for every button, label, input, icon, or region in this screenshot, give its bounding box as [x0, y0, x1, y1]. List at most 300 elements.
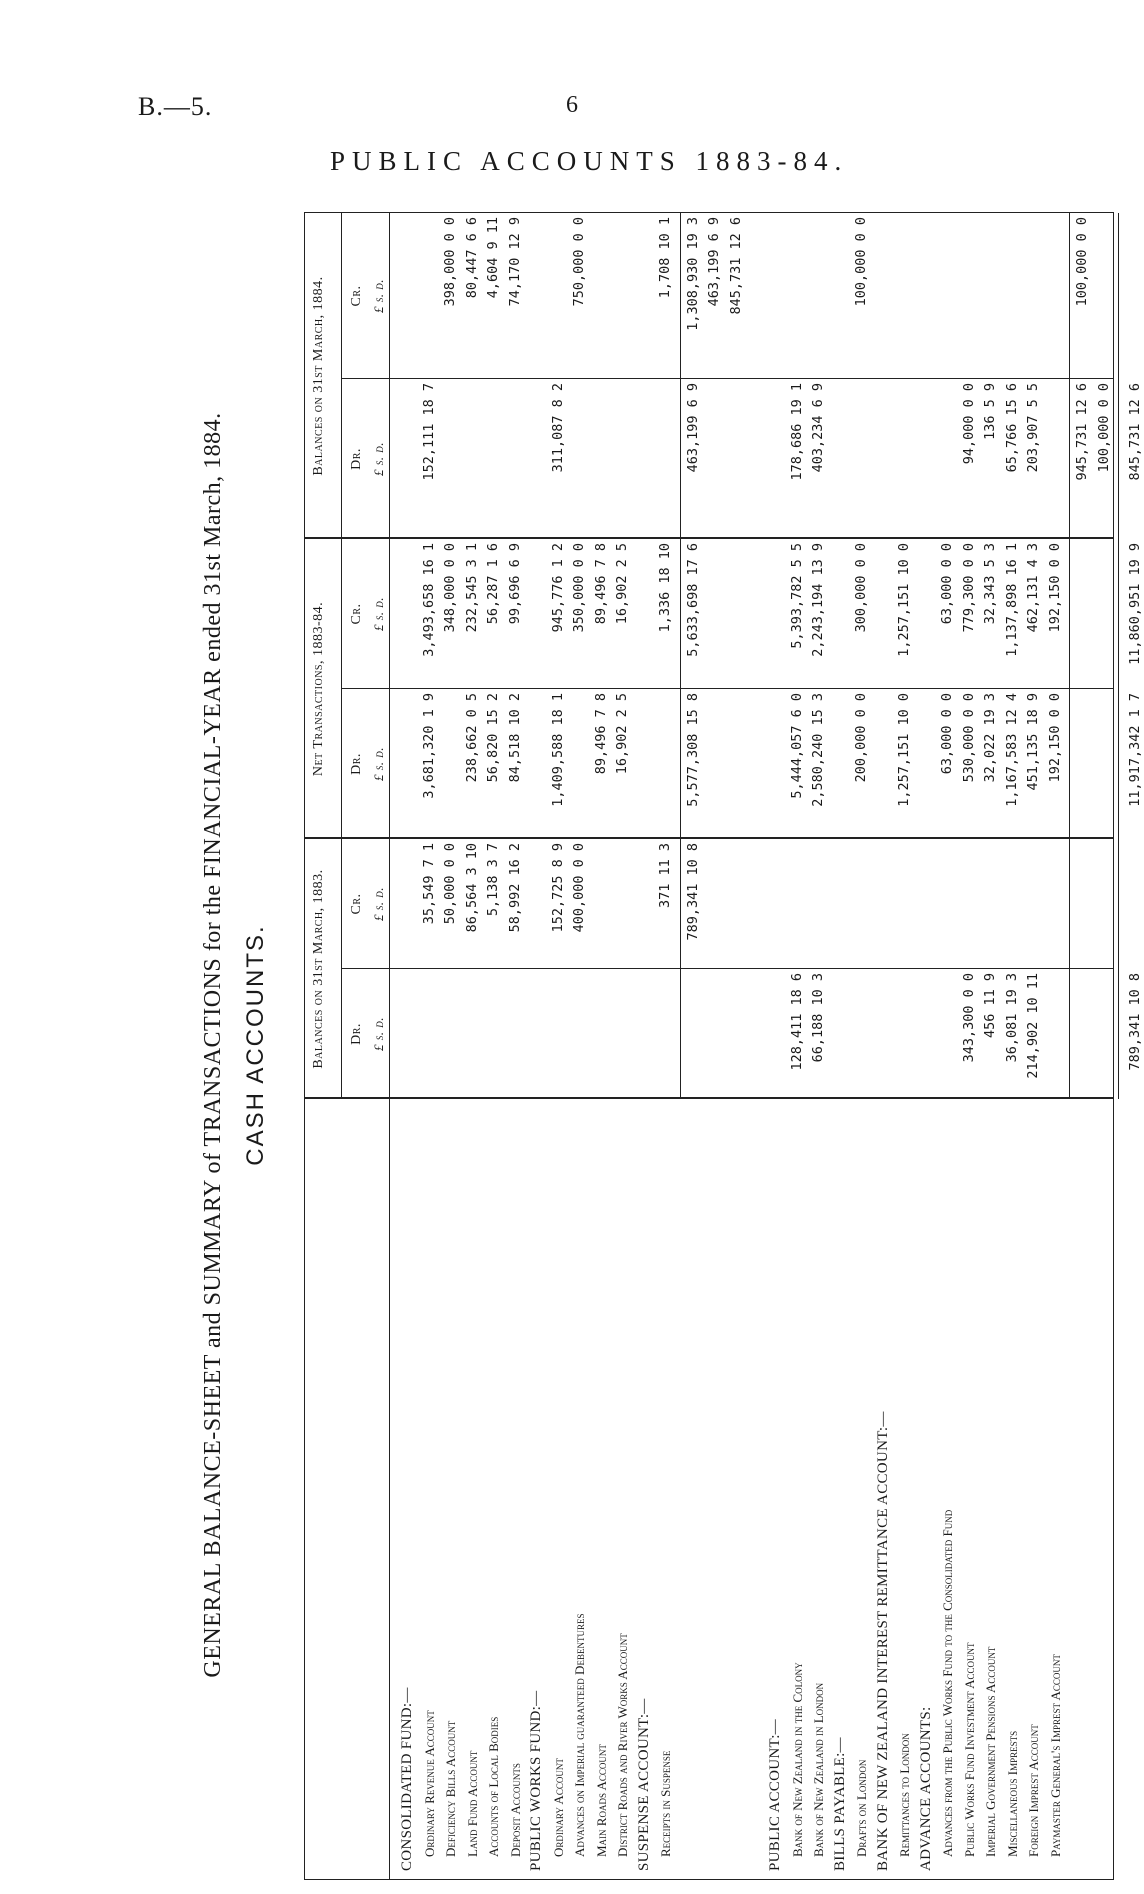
amount-cell — [657, 973, 674, 1097]
amount-cell: 65,766 15 6 — [1003, 383, 1020, 473]
row-value-cell — [918, 843, 935, 967]
amount-cell — [961, 843, 978, 967]
amount-cell — [1096, 217, 1113, 377]
account-label — [1096, 1103, 1113, 1871]
row-label-cell — [614, 1103, 631, 1871]
amount-cell: 348,000 0 0 — [442, 543, 458, 633]
amount-cell — [399, 217, 416, 377]
row-label-cell — [810, 1103, 827, 1871]
row-value-cell — [685, 543, 702, 687]
row-value-cell — [1096, 543, 1113, 687]
row-value-cell — [464, 973, 481, 1097]
amount-cell: 5,633,698 17 6 — [684, 543, 701, 657]
amount-cell — [896, 217, 913, 377]
amount-cell — [636, 693, 653, 837]
amount-cell — [853, 383, 870, 537]
amount-cell — [767, 693, 784, 837]
amount-cell — [614, 973, 631, 1097]
row-value-cell — [571, 543, 588, 687]
amount-cell: 238,662 0 5 — [463, 693, 480, 783]
amount-cell — [636, 973, 653, 1097]
amount-cell: 66,188 10 3 — [810, 973, 826, 1063]
amount-cell: 11,860,951 19 9 — [1127, 543, 1143, 665]
account-label: Miscellaneous Imprests — [1004, 1730, 1020, 1857]
row-value-cell — [810, 543, 827, 687]
amount-cell — [485, 973, 502, 1097]
amount-cell: 463,199 6 9 — [684, 383, 701, 473]
row-value-cell — [593, 973, 610, 1097]
amount-cell: 232,545 3 1 — [463, 543, 480, 633]
total-rule — [1069, 213, 1070, 1099]
account-label: Ordinary Account — [550, 1758, 566, 1857]
amount-cell: 152,111 18 7 — [420, 383, 437, 481]
amount-cell: 5,577,308 15 8 — [684, 693, 701, 807]
amount-cell — [1004, 843, 1021, 967]
amount-cell — [939, 843, 956, 967]
row-label-cell — [485, 1103, 502, 1871]
row-value-cell — [1074, 973, 1091, 1097]
account-label: Deposit Accounts — [507, 1763, 523, 1857]
account-label: Bank of New Zealand in London — [811, 1682, 826, 1857]
row-value-cell — [1047, 843, 1064, 967]
row-value-cell — [1025, 383, 1042, 537]
row-value-cell — [982, 383, 999, 537]
amount-cell: 3,493,658 16 1 — [420, 543, 437, 657]
row-value-cell — [614, 843, 631, 967]
row-label-cell — [399, 1103, 416, 1871]
row-value-cell — [485, 693, 502, 837]
account-label: Drafts on London — [854, 1759, 869, 1857]
amount-cell: 94,000 0 0 — [960, 383, 977, 465]
amount-cell — [1025, 843, 1042, 967]
row-value-cell — [614, 973, 631, 1097]
row-value-cell — [939, 973, 956, 1097]
row-label-cell — [593, 1103, 610, 1871]
amount-cell — [918, 693, 935, 837]
account-label — [728, 1103, 745, 1871]
row-label-cell — [728, 1103, 745, 1871]
amount-cell — [528, 693, 545, 837]
amount-cell: 400,000 0 0 — [571, 843, 587, 933]
amount-cell — [875, 693, 892, 837]
amount-cell — [507, 383, 524, 537]
row-value-cell — [1074, 543, 1091, 687]
amount-cell: 86,564 3 10 — [463, 843, 480, 933]
amount-cell: 63,000 0 0 — [939, 543, 955, 625]
amount-cell — [1096, 973, 1113, 1097]
amount-cell — [550, 973, 567, 1097]
row-value-cell — [982, 973, 999, 1097]
amount-cell: 56,287 1 6 — [485, 543, 501, 625]
row-value-cell — [1074, 217, 1091, 377]
account-label: District Roads and River Works Account — [615, 1633, 630, 1857]
row-value-cell — [961, 543, 978, 687]
row-label-cell — [685, 1103, 702, 1871]
amount-cell — [918, 843, 935, 967]
amount-cell — [728, 383, 745, 537]
amount-cell — [832, 383, 849, 537]
row-value-cell — [939, 217, 956, 377]
section-heading: ADVANCE ACCOUNTS: — [917, 1706, 934, 1871]
row-value-cell — [571, 693, 588, 837]
amount-cell: 89,496 7 8 — [592, 693, 609, 775]
amount-cell — [399, 543, 416, 687]
row-value-cell — [593, 383, 610, 537]
row-value-cell — [896, 693, 913, 837]
row-value-cell — [614, 693, 631, 837]
amount-cell: 16,902 2 5 — [614, 693, 630, 775]
row-value-cell — [789, 973, 806, 1097]
amount-cell — [767, 383, 784, 537]
amount-cell: 36,081 19 3 — [1003, 973, 1020, 1063]
row-value-cell — [657, 693, 674, 837]
amount-cell — [1074, 543, 1091, 687]
row-value-cell — [657, 383, 674, 537]
row-label-cell — [853, 1103, 870, 1871]
amount-cell — [636, 543, 653, 687]
amount-cell — [939, 383, 956, 537]
amount-cell: 214,902 10 11 — [1025, 973, 1041, 1079]
row-value-cell — [1127, 217, 1144, 377]
row-value-cell — [614, 383, 631, 537]
row-label-cell — [1074, 1103, 1091, 1871]
row-value-cell — [939, 693, 956, 837]
row-value-cell — [593, 217, 610, 377]
row-value-cell — [875, 693, 892, 837]
row-value-cell — [875, 973, 892, 1097]
row-label-cell — [875, 1103, 892, 1871]
row-value-cell — [1025, 543, 1042, 687]
row-value-cell — [789, 217, 806, 377]
units-84-dr: £ s. d. — [371, 442, 386, 476]
row-value-cell — [636, 843, 653, 967]
amount-cell: 136 5 9 — [982, 383, 998, 440]
amount-cell — [464, 973, 481, 1097]
amount-cell — [614, 383, 631, 537]
row-value-cell — [767, 843, 784, 967]
row-value-cell — [767, 973, 784, 1097]
units-83-dr: £ s. d. — [371, 1017, 386, 1051]
amount-cell — [875, 543, 892, 687]
amount-cell: 5,138 3 7 — [485, 843, 501, 917]
amount-cell — [706, 383, 723, 537]
row-value-cell — [1025, 843, 1042, 967]
row-value-cell — [875, 543, 892, 687]
row-label-cell — [789, 1103, 806, 1871]
amount-cell: 5,444,057 6 0 — [788, 693, 805, 799]
amount-cell — [657, 693, 674, 837]
amount-cell: 3,681,320 1 9 — [420, 693, 437, 799]
row-value-cell — [1004, 217, 1021, 377]
row-value-cell — [832, 843, 849, 967]
row-value-cell — [464, 543, 481, 687]
row-value-cell — [614, 543, 631, 687]
amount-cell: 100,000 0 0 — [1074, 217, 1090, 307]
amount-cell — [875, 217, 892, 377]
amount-cell: 462,131 4 3 — [1025, 543, 1041, 633]
row-label-cell — [464, 1103, 481, 1871]
amount-cell: 456 11 9 — [982, 973, 998, 1039]
row-label-cell — [1047, 1103, 1064, 1871]
row-value-cell — [810, 973, 827, 1097]
amount-cell — [571, 383, 588, 537]
row-value-cell — [832, 543, 849, 687]
amount-cell: 300,000 0 0 — [853, 543, 869, 633]
row-label-cell — [571, 1103, 588, 1871]
amount-cell — [399, 973, 416, 1097]
row-value-cell — [485, 383, 502, 537]
group-header-1883: Balances on 31st March, 1883. — [311, 869, 326, 1069]
row-value-cell — [685, 383, 702, 537]
row-value-cell — [1004, 843, 1021, 967]
row-value-cell — [982, 217, 999, 377]
row-value-cell — [399, 383, 416, 537]
row-value-cell — [706, 543, 723, 687]
row-value-cell — [528, 543, 545, 687]
row-value-cell — [728, 693, 745, 837]
row-value-cell — [1004, 383, 1021, 537]
row-label-cell — [1096, 1103, 1113, 1871]
amount-cell: 1,137,898 16 1 — [1003, 543, 1020, 657]
account-label: Receipts in Suspense — [658, 1750, 673, 1857]
row-label-cell — [982, 1103, 999, 1871]
amount-cell — [706, 973, 723, 1097]
row-value-cell — [1047, 693, 1064, 837]
amount-cell: 100,000 0 0 — [853, 217, 869, 307]
amount-cell — [810, 843, 827, 967]
amount-cell: 845,731 12 6 — [1127, 383, 1143, 481]
row-value-cell — [767, 217, 784, 377]
amount-cell — [767, 217, 784, 377]
amount-cell — [789, 217, 806, 377]
amount-cell: 89,496 7 8 — [592, 543, 609, 625]
amount-cell: 178,686 19 1 — [788, 383, 805, 481]
row-value-cell — [507, 843, 524, 967]
row-value-cell — [853, 217, 870, 377]
amount-cell: 1,257,151 10 0 — [896, 543, 912, 657]
row-value-cell — [1096, 843, 1113, 967]
row-value-cell — [485, 973, 502, 1097]
row-value-cell — [1047, 217, 1064, 377]
amount-cell — [442, 973, 459, 1097]
amount-cell — [528, 973, 545, 1097]
section-heading: BANK OF NEW ZEALAND INTEREST REMITTANCE ACCOUNT:— — [874, 1411, 891, 1871]
row-value-cell — [1096, 693, 1113, 837]
amount-cell — [1047, 973, 1064, 1097]
amount-cell: 750,000 0 0 — [571, 217, 587, 307]
amount-cell — [918, 973, 935, 1097]
row-value-cell — [1004, 693, 1021, 837]
amount-cell: 945,731 12 6 — [1074, 383, 1090, 481]
amount-cell — [1127, 843, 1144, 967]
row-label-cell — [939, 1103, 956, 1871]
amount-cell — [832, 217, 849, 377]
account-label — [685, 1103, 702, 1871]
row-value-cell — [875, 383, 892, 537]
amount-cell — [421, 217, 438, 377]
row-value-cell — [939, 843, 956, 967]
amount-cell — [728, 543, 745, 687]
row-value-cell — [1127, 543, 1144, 687]
amount-cell: 350,000 0 0 — [571, 543, 587, 633]
amount-cell — [614, 217, 631, 377]
amount-cell — [1074, 843, 1091, 967]
page-number: 6 — [566, 92, 578, 118]
amount-cell — [1096, 843, 1113, 967]
amount-cell — [706, 543, 723, 687]
row-label-cell — [550, 1103, 567, 1871]
account-label: Ordinary Revenue Account — [421, 1710, 437, 1857]
amount-cell: 32,022 19 3 — [982, 693, 998, 783]
amount-cell: 371 11 3 — [657, 843, 673, 909]
amount-cell — [982, 843, 999, 967]
row-value-cell — [421, 973, 438, 1097]
row-value-cell — [706, 217, 723, 377]
amount-cell: 80,447 6 6 — [463, 217, 480, 299]
section-heading: PUBLIC ACCOUNT:— — [767, 1719, 783, 1871]
row-value-cell — [853, 383, 870, 537]
row-value-cell — [767, 543, 784, 687]
document-subtitle: CASH ACCOUNTS. — [242, 924, 269, 1166]
row-value-cell — [571, 383, 588, 537]
row-value-cell — [685, 693, 702, 837]
amount-cell — [853, 973, 870, 1097]
amount-cell — [528, 543, 545, 687]
column-rule — [341, 688, 1113, 689]
account-label: Advances from the Public Works Fund to the Consolidated Fund — [940, 1509, 955, 1857]
row-label-cell — [421, 1103, 438, 1871]
account-label: Imperial Government Pensions Account — [983, 1646, 998, 1857]
amount-cell: 32,343 5 3 — [982, 543, 998, 625]
col-head-nt-dr: Dr. — [349, 753, 364, 775]
amount-cell: 128,411 18 6 — [788, 973, 805, 1071]
row-value-cell — [485, 217, 502, 377]
row-value-cell — [636, 543, 653, 687]
row-value-cell — [399, 973, 416, 1097]
account-label — [1127, 1103, 1144, 1871]
cash-accounts-table — [304, 212, 1143, 1880]
row-value-cell — [421, 383, 438, 537]
account-label: Foreign Imprest Account — [1026, 1724, 1041, 1857]
document-title: GENERAL BALANCE-SHEET and SUMMARY of TRANSACTIONS for the FINANCIAL-YEAR ended 31st March, 1884. — [200, 412, 226, 1678]
row-value-cell — [832, 217, 849, 377]
amount-cell: 192,150 0 0 — [1046, 693, 1063, 783]
column-rule — [305, 838, 1113, 840]
units-84-cr: £ s. d. — [371, 279, 386, 313]
row-value-cell — [399, 843, 416, 967]
account-label: Paymaster General's Imprest Account — [1047, 1654, 1063, 1857]
row-value-cell — [528, 973, 545, 1097]
account-label: Bank of New Zealand in the Colony — [789, 1662, 805, 1857]
row-value-cell — [896, 217, 913, 377]
amount-cell: 789,341 10 8 — [1127, 973, 1143, 1071]
row-value-cell — [706, 973, 723, 1097]
amount-cell — [1074, 693, 1091, 837]
row-value-cell — [728, 843, 745, 967]
row-value-cell — [706, 383, 723, 537]
row-label-cell — [896, 1103, 913, 1871]
row-label-cell — [528, 1103, 545, 1871]
row-value-cell — [657, 843, 674, 967]
amount-cell — [896, 973, 913, 1097]
column-rule — [341, 378, 1113, 379]
amount-cell: 58,992 16 2 — [506, 843, 523, 933]
row-label-cell — [961, 1103, 978, 1871]
section-heading: PUBLIC WORKS FUND:— — [528, 1690, 544, 1871]
row-value-cell — [507, 973, 524, 1097]
amount-cell — [614, 843, 631, 967]
account-label: Remittances to London — [897, 1733, 912, 1857]
row-value-cell — [464, 843, 481, 967]
row-value-cell — [982, 843, 999, 967]
amount-cell — [728, 973, 745, 1097]
row-value-cell — [685, 843, 702, 967]
row-value-cell — [1127, 383, 1144, 537]
row-value-cell — [442, 693, 459, 837]
row-value-cell — [442, 543, 459, 687]
amount-cell: 398,000 0 0 — [442, 217, 458, 307]
row-value-cell — [728, 217, 745, 377]
row-value-cell — [789, 543, 806, 687]
amount-cell — [593, 843, 610, 967]
row-value-cell — [1047, 973, 1064, 1097]
row-value-cell — [421, 217, 438, 377]
row-value-cell — [767, 693, 784, 837]
column-rule — [305, 1098, 1113, 1100]
row-value-cell — [1025, 217, 1042, 377]
amount-cell: 1,409,588 18 1 — [549, 693, 566, 807]
report-reference: B.—5. — [138, 92, 213, 121]
row-value-cell — [832, 693, 849, 837]
publication-title: PUBLIC ACCOUNTS 1883-84. — [330, 146, 849, 176]
row-value-cell — [550, 543, 567, 687]
row-value-cell — [896, 843, 913, 967]
row-value-cell — [550, 693, 567, 837]
row-value-cell — [1025, 973, 1042, 1097]
row-value-cell — [636, 693, 653, 837]
row-value-cell — [528, 843, 545, 967]
amount-cell: 779,300 0 0 — [960, 543, 977, 633]
row-value-cell — [657, 217, 674, 377]
account-label — [1074, 1103, 1091, 1871]
row-value-cell — [571, 217, 588, 377]
row-value-cell — [810, 693, 827, 837]
row-value-cell — [636, 217, 653, 377]
rotated-balance-sheet — [200, 210, 1143, 1880]
amount-cell: 1,167,583 12 4 — [1003, 693, 1020, 807]
row-value-cell — [706, 693, 723, 837]
amount-cell — [832, 693, 849, 837]
amount-cell — [399, 843, 416, 967]
row-value-cell — [1127, 843, 1144, 967]
amount-cell: 5,393,782 5 5 — [788, 543, 805, 649]
row-label-cell — [918, 1103, 935, 1871]
amount-cell: 4,604 9 11 — [485, 217, 501, 299]
col-head-83-dr: Dr. — [349, 1023, 364, 1045]
amount-cell — [1047, 383, 1064, 537]
amount-cell — [442, 383, 459, 537]
row-label-cell — [442, 1103, 459, 1871]
row-value-cell — [1004, 543, 1021, 687]
header-rule — [389, 213, 390, 1879]
row-value-cell — [918, 383, 935, 537]
amount-cell: 530,000 0 0 — [960, 693, 977, 783]
amount-cell — [982, 217, 999, 377]
amount-cell — [728, 843, 745, 967]
row-value-cell — [1074, 383, 1091, 537]
row-value-cell — [810, 217, 827, 377]
row-value-cell — [982, 543, 999, 687]
